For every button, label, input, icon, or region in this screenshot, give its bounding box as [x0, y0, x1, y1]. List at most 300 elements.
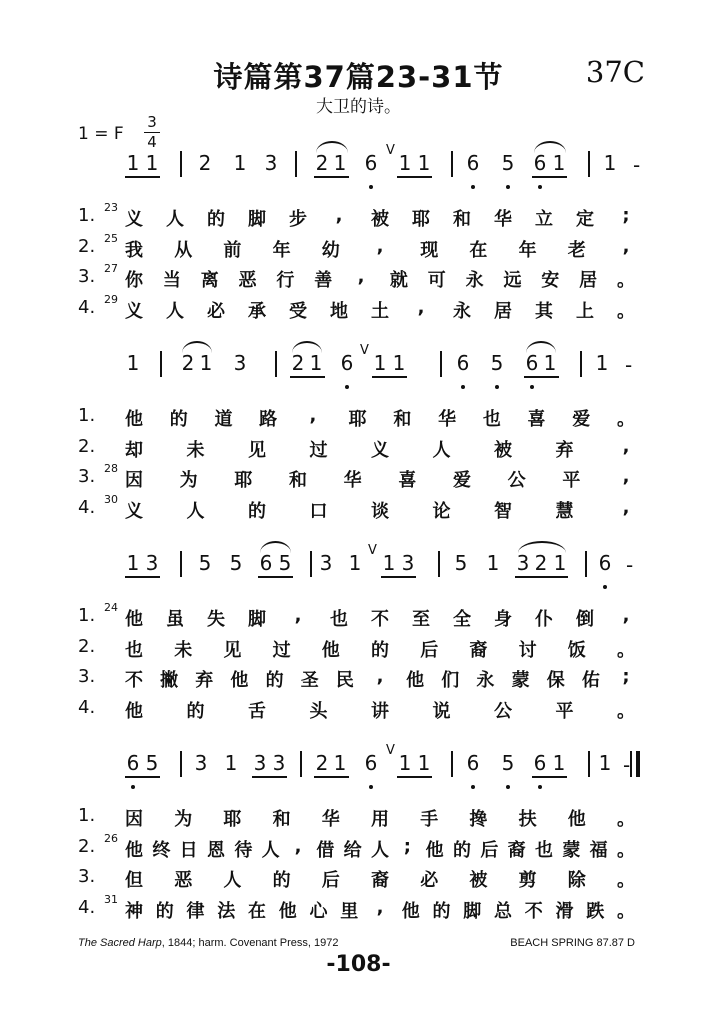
note: 6 — [466, 151, 480, 175]
note: 6 — [340, 351, 354, 375]
lyric-char: , — [376, 666, 384, 687]
time-signature — [144, 114, 160, 151]
lyric-char: 脚 — [248, 209, 266, 230]
lyric-char: 平 — [562, 470, 581, 491]
lyric-char: 永 — [476, 670, 495, 691]
beam-underline — [532, 776, 567, 778]
verse-number: 2. — [78, 436, 96, 457]
note: 6 — [126, 751, 140, 775]
note: 1 — [126, 551, 140, 575]
lyric-char: 。 — [617, 901, 635, 922]
lyric-char: 。 — [617, 301, 635, 322]
breath-mark: V — [360, 343, 369, 358]
verse-line — [78, 636, 640, 660]
lyric-char: 饭 — [567, 640, 586, 661]
lyric-char: 他 — [125, 609, 143, 630]
bible-verse-superscript: 29 — [104, 293, 118, 306]
note: 6 — [259, 551, 273, 575]
lyric-char: 弃 — [555, 440, 574, 461]
hymn-number: 37C — [585, 55, 645, 89]
note: 3 — [264, 151, 278, 175]
lyric-char: 因 — [125, 470, 143, 491]
verse-line — [78, 601, 640, 630]
lyric-char: 失 — [207, 609, 225, 630]
note: 3 — [194, 751, 208, 775]
lyric-char: 脚 — [248, 609, 266, 630]
lyric-char: 被 — [494, 440, 512, 461]
lyric-char: 谈 — [371, 501, 389, 522]
note: 3 — [253, 751, 267, 775]
lyric-char: 虽 — [166, 609, 184, 630]
lyric-char: 过 — [272, 640, 291, 661]
lyric-char: 除 — [567, 870, 586, 891]
lyric-char: 撇 — [160, 670, 179, 691]
barline — [310, 551, 312, 577]
verse-number: 3. — [78, 666, 96, 687]
lyric-char: 搀 — [469, 809, 488, 830]
lyric-char: 慧 — [555, 501, 574, 522]
barline — [451, 751, 453, 777]
lyric-char: 路 — [259, 409, 278, 430]
note: 1 — [382, 551, 396, 575]
bible-verse-superscript: 30 — [104, 493, 118, 506]
lower-octave-dot — [506, 185, 510, 189]
lyric-char: 人 — [371, 840, 389, 861]
note: 6 — [364, 751, 378, 775]
lyric-char: 滑 — [555, 901, 574, 922]
note: 3 — [516, 551, 530, 575]
time-signature-bottom: 4 — [147, 133, 157, 151]
note: 2 — [291, 351, 305, 375]
lyric-char: 的 — [186, 701, 205, 722]
source-credit — [78, 937, 338, 949]
lower-octave-dot — [530, 385, 534, 389]
lyric-char: 全 — [453, 609, 471, 630]
note: 5 — [490, 351, 504, 375]
lyric-char: 仆 — [535, 609, 553, 630]
lyric-char: 被 — [371, 209, 389, 230]
verse-number: 4. — [78, 697, 96, 718]
lyric-char: 立 — [535, 209, 553, 230]
time-signature-top: 3 — [147, 113, 157, 131]
note: 5 — [198, 551, 212, 575]
note: 1 — [392, 351, 406, 375]
lyric-char: 善 — [314, 270, 333, 291]
lyric-char: , — [335, 205, 343, 226]
lyric-char: 安 — [541, 270, 560, 291]
slur-arc — [534, 141, 566, 153]
lyric-char: 头 — [309, 701, 328, 722]
lyric-char: , — [622, 605, 630, 626]
note: 3 — [233, 351, 247, 375]
lyric-char: 道 — [214, 409, 233, 430]
note: 1 — [233, 151, 247, 175]
note: 1 — [348, 551, 362, 575]
note: 1 — [417, 151, 431, 175]
lyric-char: 必 — [207, 301, 225, 322]
note: 6 — [525, 351, 539, 375]
bible-verse-superscript: 23 — [104, 201, 118, 214]
lyric-char: 为 — [179, 470, 198, 491]
lyric-char: 不 — [524, 901, 543, 922]
slur-arc — [292, 341, 322, 353]
verse-line — [78, 293, 640, 322]
verse-number: 2. — [78, 836, 96, 857]
verse-line — [78, 893, 640, 922]
lyric-char: 被 — [469, 870, 488, 891]
lyric-char: 论 — [432, 501, 451, 522]
lyric-char: 人 — [261, 840, 280, 861]
note: 3 — [401, 551, 415, 575]
lower-octave-dot — [461, 385, 465, 389]
lyric-char: 未 — [186, 440, 205, 461]
lyric-char: 后 — [321, 870, 340, 891]
lyric-char: 幼 — [321, 240, 340, 261]
hymn-subtitle: 大卫的诗。 — [316, 97, 401, 117]
lyric-char: 地 — [330, 301, 348, 322]
note: 1 — [199, 351, 213, 375]
barline — [295, 151, 297, 177]
verse-number: 3. — [78, 866, 96, 887]
lyric-char: 讲 — [371, 701, 389, 722]
lyric-char: , — [294, 836, 302, 857]
verse-number: 2. — [78, 236, 96, 257]
lyric-char: , — [376, 897, 384, 918]
note: 3 — [272, 751, 286, 775]
hymn-title: 诗篇第37篇23-31节 — [213, 60, 504, 94]
lyric-char: 弃 — [195, 670, 214, 691]
lyric-char: 公 — [494, 701, 512, 722]
beam-underline — [372, 376, 407, 378]
verse-line — [78, 493, 640, 522]
note: 1 — [417, 751, 431, 775]
note: 1 — [126, 351, 140, 375]
lyric-char: 扶 — [518, 809, 537, 830]
lyric-char: 就 — [389, 270, 408, 291]
lyric-char: 见 — [223, 640, 242, 661]
lower-octave-dot — [471, 785, 475, 789]
barline — [180, 151, 182, 177]
note: 6 — [364, 151, 378, 175]
note: 6 — [533, 151, 547, 175]
lyric-char: 也 — [482, 409, 501, 430]
beam-underline — [290, 376, 325, 378]
beam-underline — [125, 176, 160, 178]
dash-mark: - — [626, 553, 634, 577]
lyric-char: 华 — [321, 809, 340, 830]
lyric-char: 身 — [494, 609, 512, 630]
lyric-char: 也 — [535, 840, 553, 861]
lyric-char: 的 — [265, 670, 284, 691]
lyric-char: 跌 — [586, 901, 605, 922]
source-details: , 1844; harm. Covenant Press, 1972 — [161, 937, 339, 949]
lyric-char: 华 — [494, 209, 512, 230]
lyric-char: 恶 — [238, 270, 257, 291]
verse-number: 3. — [78, 266, 96, 287]
lyric-char: 过 — [309, 440, 328, 461]
lyric-char: 他 — [278, 901, 297, 922]
lyric-char: 用 — [371, 809, 389, 830]
lower-octave-dot — [603, 585, 607, 589]
lyric-char: 但 — [125, 870, 143, 891]
note: 5 — [454, 551, 468, 575]
lyric-char: 讨 — [518, 640, 537, 661]
verse-line — [78, 666, 640, 690]
verse-line — [78, 405, 640, 429]
lyric-char: 人 — [166, 209, 184, 230]
beam-underline — [397, 776, 432, 778]
dash-mark: - — [625, 353, 633, 377]
barline — [180, 551, 182, 577]
lyric-char: 永 — [453, 301, 471, 322]
note: 5 — [145, 751, 159, 775]
barline — [580, 351, 582, 377]
lyric-char: 的 — [432, 901, 451, 922]
beam-underline — [314, 176, 349, 178]
lyric-char: 喜 — [398, 470, 417, 491]
note: 5 — [278, 551, 292, 575]
verse-line — [78, 201, 640, 230]
note: 2 — [534, 551, 548, 575]
lyric-char: 舌 — [248, 701, 266, 722]
barline — [588, 151, 590, 177]
lyric-char: 耶 — [412, 209, 430, 230]
lyric-char: 和 — [289, 470, 307, 491]
beam-underline — [397, 176, 432, 178]
lyric-char: 。 — [617, 840, 635, 861]
lyric-char: 。 — [617, 809, 635, 830]
note: 2 — [181, 351, 195, 375]
slur-arc — [182, 341, 212, 353]
lower-octave-dot — [471, 185, 475, 189]
lyric-char: 离 — [200, 270, 219, 291]
note: 1 — [126, 151, 140, 175]
lyric-char: 耶 — [234, 470, 253, 491]
lyric-char: 从 — [174, 240, 193, 261]
lyric-char: 老 — [567, 240, 586, 261]
lyric-char: ; — [403, 836, 411, 857]
verse-number: 1. — [78, 805, 96, 826]
lyric-char: 裔 — [371, 870, 389, 891]
lyric-char: 不 — [371, 609, 389, 630]
lyric-char: 的 — [453, 840, 471, 861]
lyric-char: 居 — [579, 270, 598, 291]
beam-underline — [125, 776, 160, 778]
lyric-char: 爱 — [572, 409, 591, 430]
bible-verse-superscript: 25 — [104, 232, 118, 245]
lyric-char: 裔 — [507, 840, 526, 861]
lyric-char: 后 — [420, 640, 439, 661]
lyric-char: 也 — [330, 609, 348, 630]
verse-number: 4. — [78, 297, 96, 318]
barline — [585, 551, 587, 577]
lyric-char: 说 — [432, 701, 451, 722]
lyric-char: 日 — [179, 840, 198, 861]
lyric-char: 他 — [125, 840, 143, 861]
lyric-char: 当 — [162, 270, 181, 291]
slur-arc — [316, 141, 348, 153]
lyric-char: 手 — [420, 809, 439, 830]
lyric-char: 人 — [186, 501, 205, 522]
lyric-char: 也 — [125, 640, 143, 661]
final-barline-thick — [636, 751, 640, 777]
lyric-char: 蒙 — [511, 670, 530, 691]
lyric-char: 脚 — [463, 901, 482, 922]
note: 1 — [373, 351, 387, 375]
lyric-char: 他 — [425, 840, 444, 861]
lyric-char: 承 — [248, 301, 266, 322]
lyric-char: 和 — [393, 409, 412, 430]
beam-underline — [314, 776, 349, 778]
lyric-char: 。 — [617, 409, 635, 430]
lyric-char: 心 — [309, 901, 328, 922]
lyric-char: 倒 — [576, 609, 594, 630]
verse-number: 1. — [78, 205, 96, 226]
beam-underline — [125, 576, 160, 578]
lyric-char: 年 — [272, 240, 291, 261]
lyric-char: 剪 — [518, 870, 537, 891]
verse-line — [78, 436, 640, 460]
lower-octave-dot — [369, 785, 373, 789]
beam-underline — [252, 776, 287, 778]
lyric-char: 佑 — [581, 670, 600, 691]
verse-line — [78, 232, 640, 261]
barline — [275, 351, 277, 377]
beam-underline — [524, 376, 559, 378]
breath-mark: V — [368, 543, 377, 558]
lyric-char: 圣 — [300, 670, 319, 691]
barline — [440, 351, 442, 377]
final-barline-thin — [630, 751, 632, 777]
barline — [160, 351, 162, 377]
breath-mark: V — [386, 743, 395, 758]
lower-octave-dot — [369, 185, 373, 189]
lyric-char: 受 — [289, 301, 307, 322]
tune-name: BEACH SPRING 87.87 D — [510, 937, 635, 949]
lyric-char: 因 — [125, 809, 143, 830]
lyric-char: 他 — [125, 701, 143, 722]
lyric-char: 。 — [617, 870, 635, 891]
lyric-char: 上 — [576, 301, 594, 322]
page-number: -108- — [326, 952, 391, 977]
note: 2 — [315, 751, 329, 775]
lyric-char: ; — [622, 205, 630, 226]
note: 1 — [543, 351, 557, 375]
note: 1 — [145, 151, 159, 175]
lower-octave-dot — [538, 185, 542, 189]
lyric-char: 律 — [186, 901, 205, 922]
bible-verse-superscript: 24 — [104, 601, 118, 614]
beam-underline — [532, 176, 567, 178]
verse-number: 4. — [78, 497, 96, 518]
lyric-char: 神 — [125, 901, 143, 922]
lyric-char: , — [622, 497, 630, 518]
lyric-char: 的 — [272, 870, 291, 891]
lyric-char: 年 — [518, 240, 537, 261]
barline — [180, 751, 182, 777]
verse-line — [78, 832, 640, 861]
note: 1 — [552, 751, 566, 775]
lyric-char: 华 — [438, 409, 457, 430]
lyric-char: 保 — [546, 670, 565, 691]
lyric-char: 们 — [441, 670, 460, 691]
lyric-char: 后 — [480, 840, 499, 861]
lyric-char: 人 — [166, 301, 184, 322]
barline — [451, 151, 453, 177]
lower-octave-dot — [131, 785, 135, 789]
lyric-char: 。 — [617, 701, 635, 722]
note: 2 — [315, 151, 329, 175]
note: 3 — [319, 551, 333, 575]
lyric-char: 义 — [125, 301, 143, 322]
verse-line — [78, 866, 640, 890]
lyric-char: 。 — [617, 640, 635, 661]
lyric-char: 的 — [207, 209, 225, 230]
lyric-char: 蒙 — [562, 840, 581, 861]
lower-octave-dot — [538, 785, 542, 789]
slur-arc — [260, 541, 291, 553]
verse-line — [78, 262, 640, 291]
lyric-char: 。 — [617, 270, 635, 291]
bible-verse-superscript: 27 — [104, 262, 118, 275]
lyric-char: 总 — [494, 901, 512, 922]
lyric-char: 土 — [371, 301, 389, 322]
lyric-char: 为 — [174, 809, 193, 830]
lyric-char: 口 — [309, 501, 328, 522]
verse-number: 4. — [78, 897, 96, 918]
lyric-char: 人 — [432, 440, 451, 461]
lyric-char: 他 — [321, 640, 340, 661]
lyric-char: 耶 — [348, 409, 367, 430]
note: 2 — [198, 151, 212, 175]
lyric-char: 爱 — [453, 470, 471, 491]
slur-arc — [526, 341, 556, 353]
barline — [588, 751, 590, 777]
note: 1 — [398, 151, 412, 175]
lyric-char: 的 — [155, 901, 174, 922]
lyric-char: 永 — [465, 270, 484, 291]
lyric-char: 人 — [223, 870, 242, 891]
lyric-char: 现 — [420, 240, 439, 261]
verse-number: 2. — [78, 636, 96, 657]
lyric-char: , — [622, 466, 630, 487]
slur-arc — [518, 541, 566, 553]
beam-underline — [258, 576, 293, 578]
lyric-char: 未 — [174, 640, 193, 661]
lyric-char: 的 — [169, 409, 188, 430]
note: 1 — [309, 351, 323, 375]
lyric-char: 待 — [234, 840, 253, 861]
lyric-char: 公 — [507, 470, 526, 491]
note: 5 — [501, 151, 515, 175]
verse-line — [78, 805, 640, 829]
verse-number: 1. — [78, 405, 96, 426]
source-title: The Sacred Harp — [78, 937, 162, 949]
note: 5 — [501, 751, 515, 775]
verse-line — [78, 462, 640, 491]
lyric-char: 恶 — [174, 870, 193, 891]
note: 6 — [598, 551, 612, 575]
lyric-char: 不 — [125, 670, 143, 691]
note: 1 — [552, 151, 566, 175]
beam-underline — [515, 576, 568, 578]
lyric-char: , — [376, 236, 384, 257]
lyric-char: 义 — [371, 440, 389, 461]
lyric-char: 却 — [125, 440, 143, 461]
note: 6 — [456, 351, 470, 375]
barline — [438, 551, 440, 577]
lyric-char: 步 — [289, 209, 307, 230]
